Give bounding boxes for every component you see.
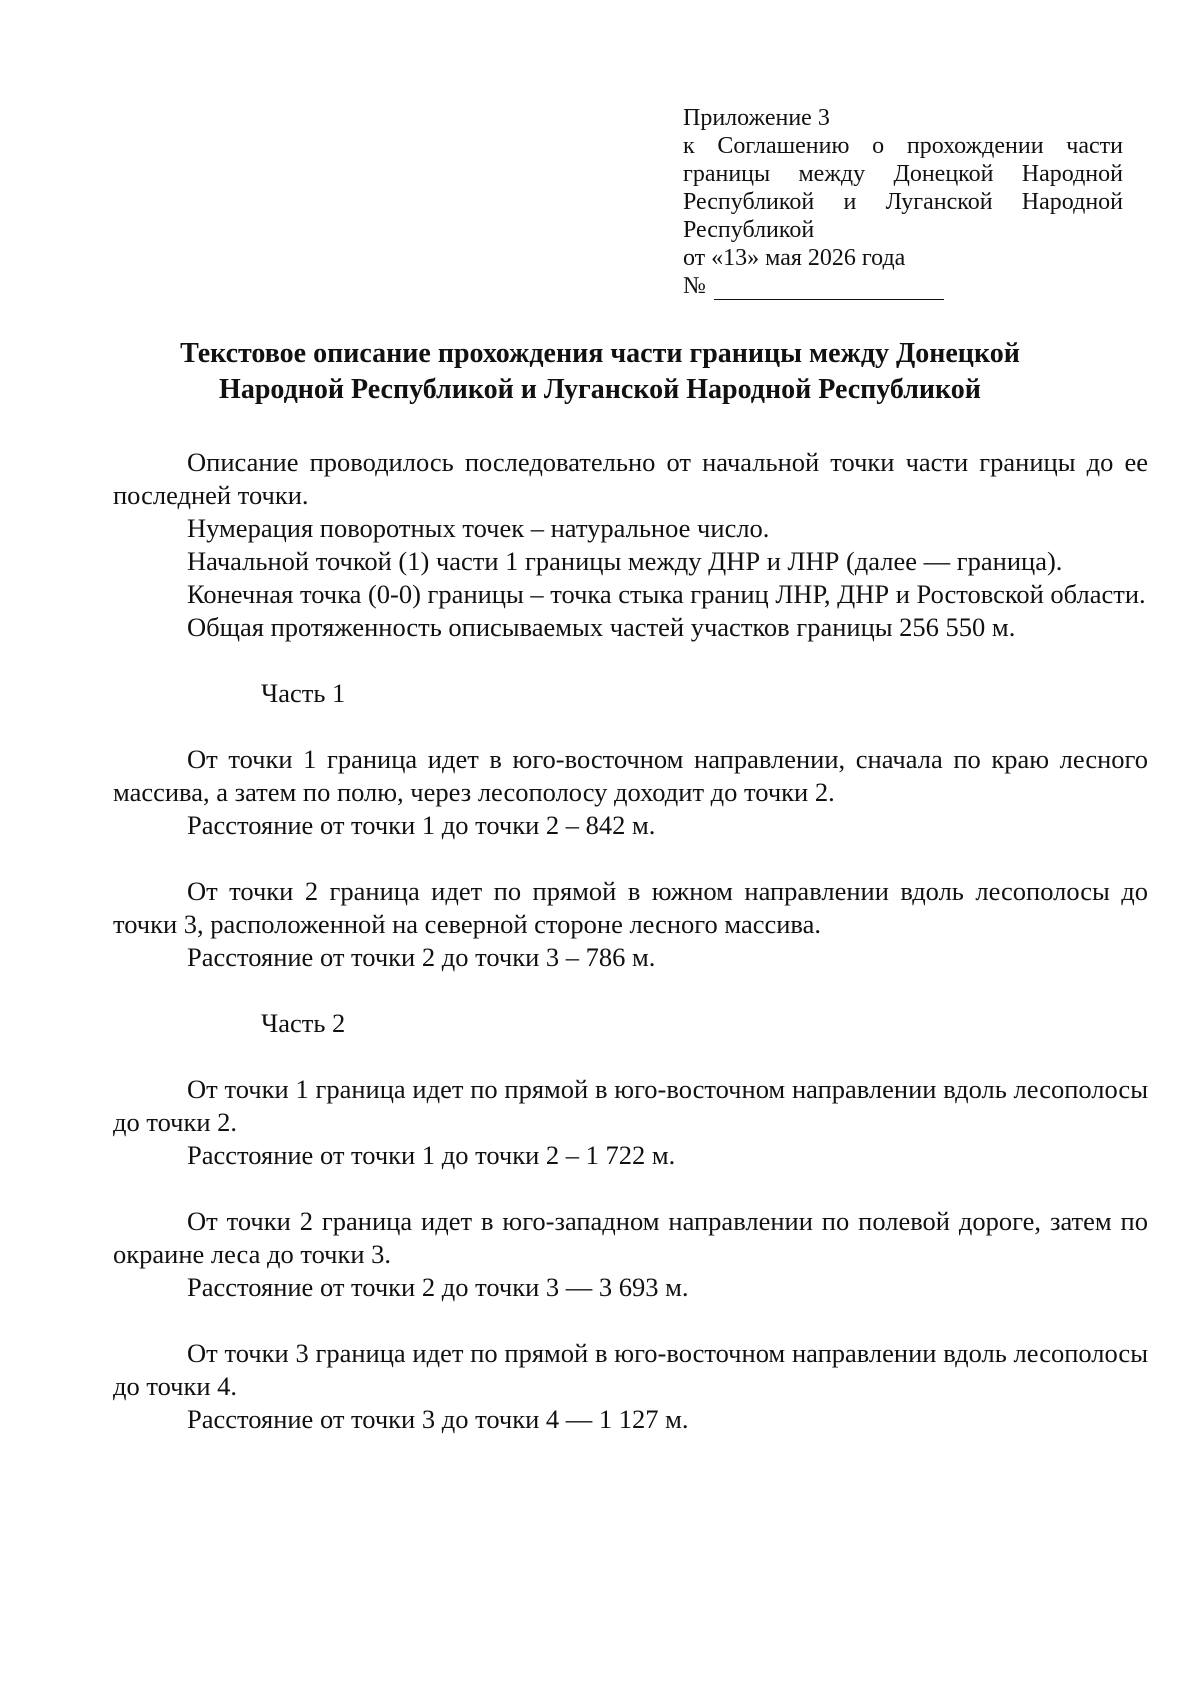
- segment-description: От точки 2 граница идет по прямой в южном направлении вдоль лесополосы до точки 3, расположенной на северной стороне лесного массива.: [113, 876, 1148, 939]
- number-label: №: [683, 273, 706, 299]
- segment-distance: Расстояние от точки 1 до точки 2 – 842 м.: [187, 810, 656, 840]
- intro-paragraph: Нумерация поворотных точек – натуральное число.: [187, 513, 770, 543]
- segment-description: От точки 2 граница идет в юго-западном направлении по полевой дороге, затем по окраине леса до точки 3.: [113, 1206, 1148, 1269]
- segment-distance: Расстояние от точки 2 до точки 3 – 786 м.: [187, 942, 656, 972]
- part-heading: Часть 1: [261, 678, 346, 708]
- number-blank-line: [714, 277, 944, 300]
- title-line: Текстовое описание прохождения части границы между Донецкой: [180, 338, 1020, 369]
- annex-title: Приложение 3: [683, 105, 830, 131]
- document-body: [113, 446, 1148, 1436]
- annex-line: границы между Донецкой Народной: [683, 161, 1123, 187]
- annex-date: от «13» мая 2026 года: [683, 245, 906, 271]
- annex-line: к Соглашению о прохождении части: [683, 133, 1123, 159]
- annex-block: [683, 104, 1123, 300]
- segment-distance: Расстояние от точки 1 до точки 2 – 1 722 м.: [187, 1140, 676, 1170]
- title-line: Народной Республикой и Луганской Народной Республикой: [219, 374, 981, 405]
- intro-paragraph: Начальной точкой (1) части 1 границы между ДНР и ЛНР (далее — граница).: [187, 546, 1063, 576]
- annex-line: Республикой: [683, 217, 815, 243]
- segment-description: От точки 1 граница идет по прямой в юго-восточном направлении вдоль лесополосы до точки 2.: [113, 1074, 1148, 1137]
- annex-number: [683, 272, 1123, 300]
- annex-line: Республикой и Луганской Народной: [683, 189, 1123, 215]
- segment-description: От точки 1 граница идет в юго-восточном направлении, сначала по краю лесного массива, а затем по полю, через лесополосу доходит до точки 2.: [113, 744, 1148, 807]
- part-heading: Часть 2: [261, 1008, 346, 1038]
- intro-paragraph: Общая протяженность описываемых частей участков границы 256 550 м.: [187, 612, 1016, 642]
- segment-distance: Расстояние от точки 2 до точки 3 — 3 693 м.: [187, 1272, 689, 1302]
- segment-distance: Расстояние от точки 3 до точки 4 — 1 127 м.: [187, 1404, 689, 1434]
- intro-paragraph: Конечная точка (0-0) границы – точка стыка границ ЛНР, ДНР и Ростовской области.: [187, 579, 1146, 609]
- segment-description: От точки 3 граница идет по прямой в юго-восточном направлении вдоль лесополосы до точки 4.: [113, 1338, 1148, 1401]
- intro-paragraph: Описание проводилось последовательно от начальной точки части границы до ее последней точки.: [113, 447, 1148, 510]
- document-title: [100, 336, 1100, 408]
